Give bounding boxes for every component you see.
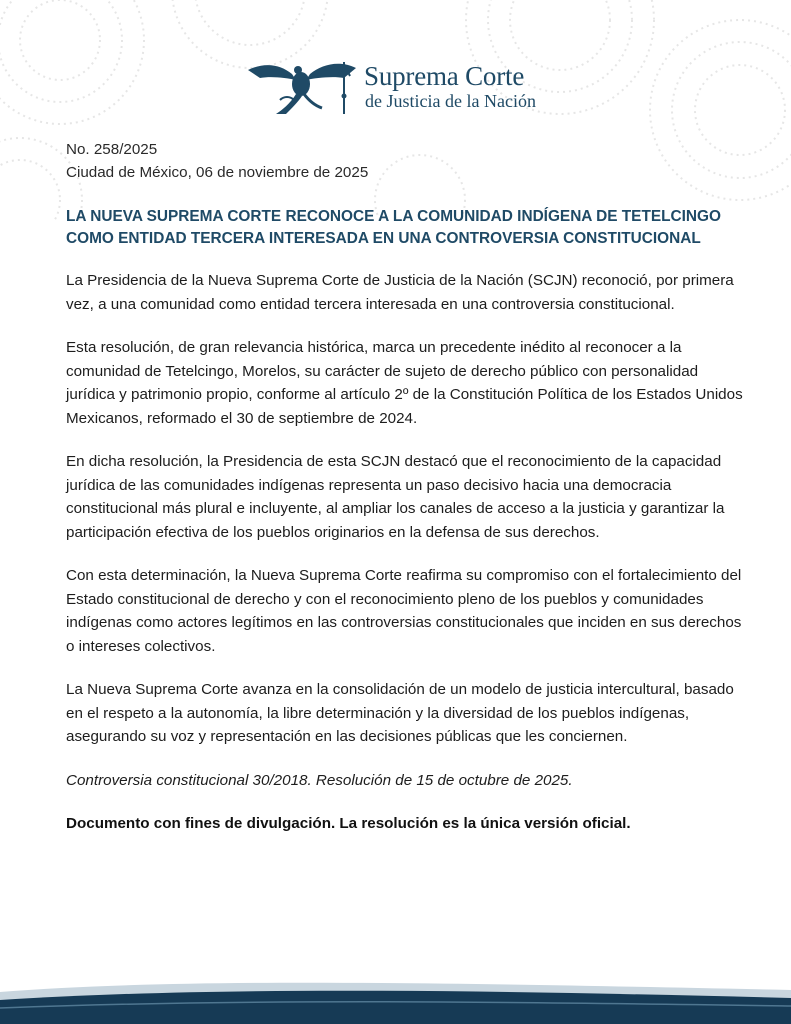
page-header	[246, 56, 566, 118]
case-citation: Controversia constitucional 30/2018. Resolución de 15 de octubre de 2025.	[66, 771, 573, 789]
footer-wave-band	[0, 978, 791, 1024]
paragraph-4: Con esta determinación, la Nueva Suprema Corte reafirma su compromiso con el fortalecimiento del Estado constitucional de derecho y con el reconocimiento pleno de los pueblos y comunidades indígenas como actores legítimos en las controversias constitucionales que inciden en sus derechos o intereses colectivos.	[66, 567, 742, 655]
organization-name	[364, 62, 584, 111]
document-body	[66, 138, 748, 836]
paragraph-5: La Nueva Suprema Corte avanza en la consolidación de un modelo de justicia intercultural, basado en el respeto a la autonomía, la libre determinación y la diversidad de los pueblos indígenas, asegurando su voz y representación en las decisiones públicas que les conciernen.	[66, 681, 734, 745]
place-date: Ciudad de México, 06 de noviembre de 2025	[66, 164, 369, 181]
org-name-line1: Suprema Corte	[364, 61, 525, 91]
headline: LA NUEVA SUPREMA CORTE RECONOCE A LA COMUNIDAD INDÍGENA DE TETELCINGO COMO ENTIDAD TERCERA INTERESADA EN UNA CONTROVERSIA CONSTITUCIONAL	[66, 208, 721, 247]
paragraph-2: Esta resolución, de gran relevancia histórica, marca un precedente inédito al reconocer a la comunidad de Tetelcingo, Morelos, su carácter de sujeto de derecho público con personalidad jurídica y patrimonio propio, conforme al artículo 2º de la Constitución Política de los Estados Unidos Mexicanos, reformado el 30 de septiembre de 2024.	[66, 339, 743, 427]
disclaimer: Documento con fines de divulgación. La resolución es la única versión oficial.	[66, 815, 631, 832]
org-name-line2: de Justicia de la Nación	[365, 91, 536, 111]
paragraph-1: La Presidencia de la Nueva Suprema Corte de Justicia de la Nación (SCJN) reconoció, por primera vez, a una comunidad como entidad tercera interesada en una controversia constitucional.	[66, 272, 734, 313]
eagle-emblem-icon	[246, 56, 358, 116]
paragraph-3: En dicha resolución, la Presidencia de esta SCJN destacó que el reconocimiento de la capacidad jurídica de las comunidades indígenas representa un paso decisivo hacia una democracia constitucional más plural e incluyente, al ampliar los canales de acceso a la justicia y garantizar la participación efectiva de los pueblos originarios en la defensa de sus derechos.	[66, 453, 725, 541]
document-number: No. 258/2025	[66, 141, 158, 158]
